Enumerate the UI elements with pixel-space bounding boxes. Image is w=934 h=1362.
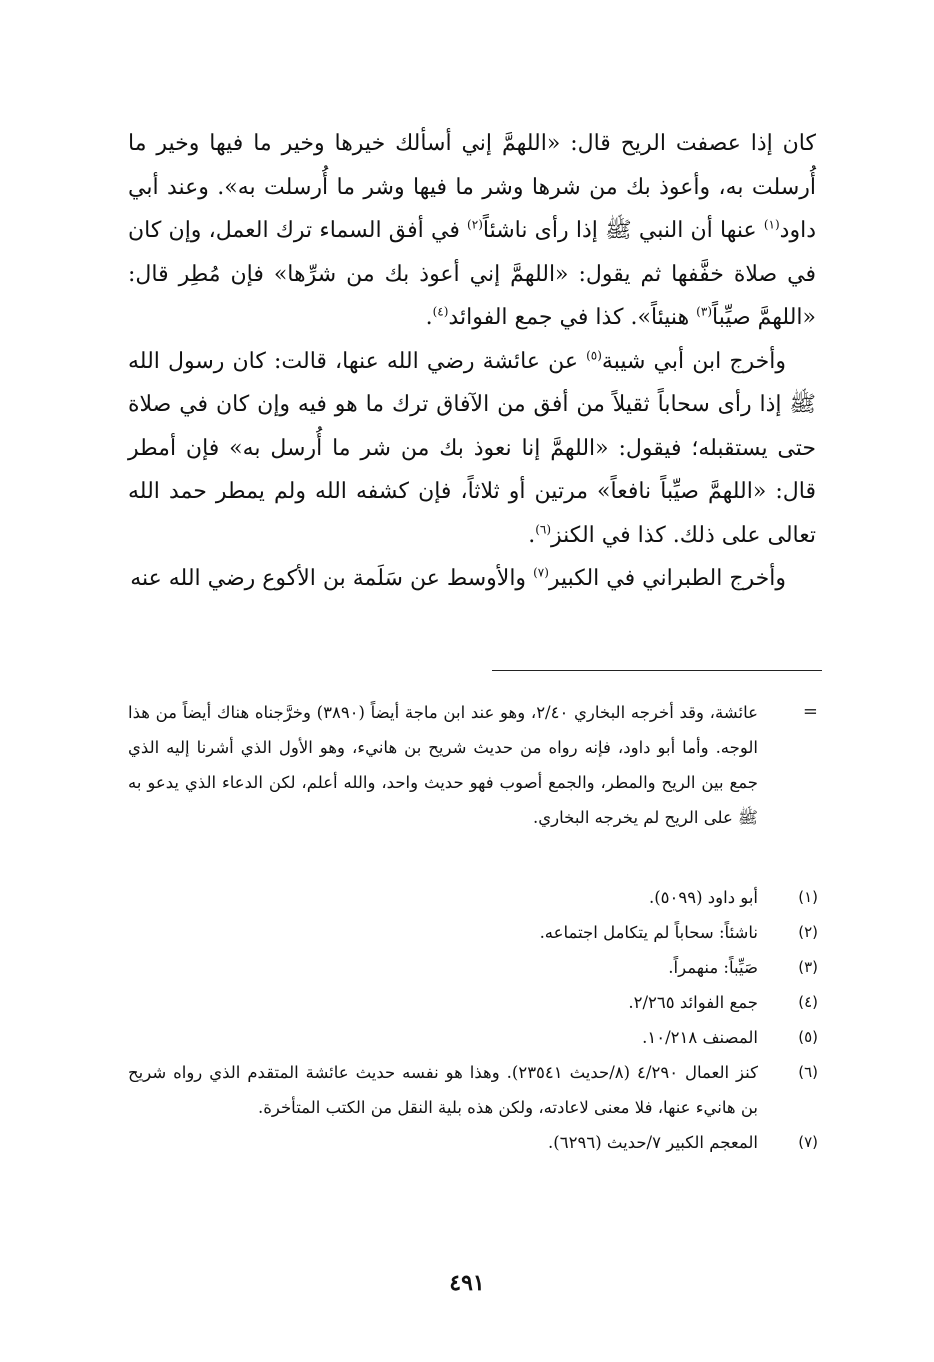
page-number: ٤٩١ — [449, 1270, 485, 1296]
paragraph-text: عن عائشة رضي الله عنها، قالت: كان رسول الله ﷺ إذا رأى سحاباً ثقيلاً من أفق من الآفاق ترك ما هو فيه وإن كان في صلاة حتى يستقبله؛ فيقول: «اللهمَّ إنا نعوذ بك من شر ما أُرسل به» فإن أمطر قال: «اللهمَّ صيِّباً نافعاً» مرتين أو ثلاثاً، فإن كشفه الله ولم يمطر حمد الله تعالى على ذلك. كذا في الكنز — [128, 348, 816, 548]
paragraph-text: وأخرج الطبراني في الكبير — [548, 566, 786, 591]
footnote-text: المصنف ١٠/٢١٨. — [642, 1028, 758, 1047]
footnote-item — [128, 985, 818, 1020]
paragraph-text: كان إذا عصفت الريح قال: «اللهمَّ إني أسألك خيرها وخير ما فيها وخير ما أُرسلت به، وأعوذ بك من شرها وشر ما فيها وشر ما أُرسلت به». وعند أبي داود — [128, 131, 816, 243]
footnote-ref-5: (٥) — [586, 348, 602, 363]
paragraph-text: والأوسط عن سَلَمة بن الأكوع رضي الله عنه — [130, 566, 534, 591]
paragraph-3 — [128, 557, 816, 601]
footnote-text: كنز العمال ٤/٢٩٠ (٨/حديث ٢٣٥٤١). وهذا هو نفسه حديث عائشة المتقدم الذي رواه شريح بن هانيء عنها، فلا معنى لاعادته، ولكن هذه بلية النقل من الكتب المتأخرة. — [128, 1063, 758, 1117]
footnote-ref-6: (٦) — [535, 522, 552, 537]
footnote-text: صَيِّباً: منهمراً. — [668, 958, 758, 977]
footnote-ref-7: (٧) — [533, 565, 549, 580]
footnote-number: (٥) — [798, 1028, 818, 1046]
footnote-separator — [492, 670, 822, 671]
footnote-item — [128, 1055, 818, 1125]
footnote-ref-1: (١) — [763, 217, 780, 232]
footnote-item — [128, 915, 818, 950]
footnote-text: المعجم الكبير ٧/حديث (٦٢٩٦). — [548, 1133, 758, 1152]
footnote-item — [128, 950, 818, 985]
continuation-text: عائشة، وقد أخرجه البخاري ٢/٤٠، وهو عند ابن ماجة أيضاً (٣٨٩٠) وخرَّجناه هناك أيضاً من هذا الوجه. وأما أبو داود، فإنه رواه من حديث شريح بن هانيء، وهو الأول الذي أشرنا إليه الذي جمع بين الريح والمطر، والجمع أصوب فهو حديث واحد، والله أعلم، لكن الدعاء الذي يدعو به ﷺ على الريح لم يخرجه البخاري. — [128, 703, 758, 827]
paragraph-text: عنها أن النبي ﷺ إذا رأى ناشئاً — [482, 218, 764, 243]
footnote-number: (٧) — [798, 1133, 818, 1151]
footnote-item — [128, 1125, 818, 1160]
paragraph-text: . — [528, 522, 536, 548]
footnote-ref-2: (٢) — [467, 217, 483, 232]
footnote-continuation — [128, 695, 818, 835]
footnotes-list — [128, 880, 818, 1160]
footnote-number: (٣) — [798, 958, 818, 976]
footnote-number: (٢) — [798, 923, 818, 941]
paragraph-1 — [128, 122, 816, 340]
main-body-text — [128, 122, 816, 601]
paragraph-2 — [128, 340, 816, 558]
paragraph-text: وأخرج ابن أبي شيبة — [601, 348, 786, 374]
footnote-item — [128, 1020, 818, 1055]
footnote-ref-4: (٤) — [432, 304, 449, 319]
footnote-text: ناشئاً: سحاباً لم يتكامل اجتماعه. — [539, 923, 758, 942]
continuation-marker: = — [802, 701, 818, 722]
paragraph-text: هنيئاً». كذا في جمع الفوائد — [448, 305, 697, 330]
footnote-number: (٦) — [798, 1063, 818, 1081]
footnote-text: أبو داود (٥٠٩٩). — [648, 888, 758, 907]
footnote-number: (٤) — [798, 993, 818, 1011]
paragraph-text: . — [425, 305, 433, 330]
footnote-number: (١) — [798, 888, 818, 906]
footnote-text: جمع الفوائد ٢/٢٦٥. — [628, 993, 758, 1012]
footnote-ref-3: (٣) — [696, 304, 712, 319]
footnote-item — [128, 880, 818, 915]
paragraph-text: في أفق السماء ترك العمل، وإن كان في صلاة خفَّفها ثم يقول: «اللهمَّ إني أعوذ بك من شرِّها» فإن مُطِر قال: «اللهمَّ صيِّباً — [128, 218, 816, 330]
